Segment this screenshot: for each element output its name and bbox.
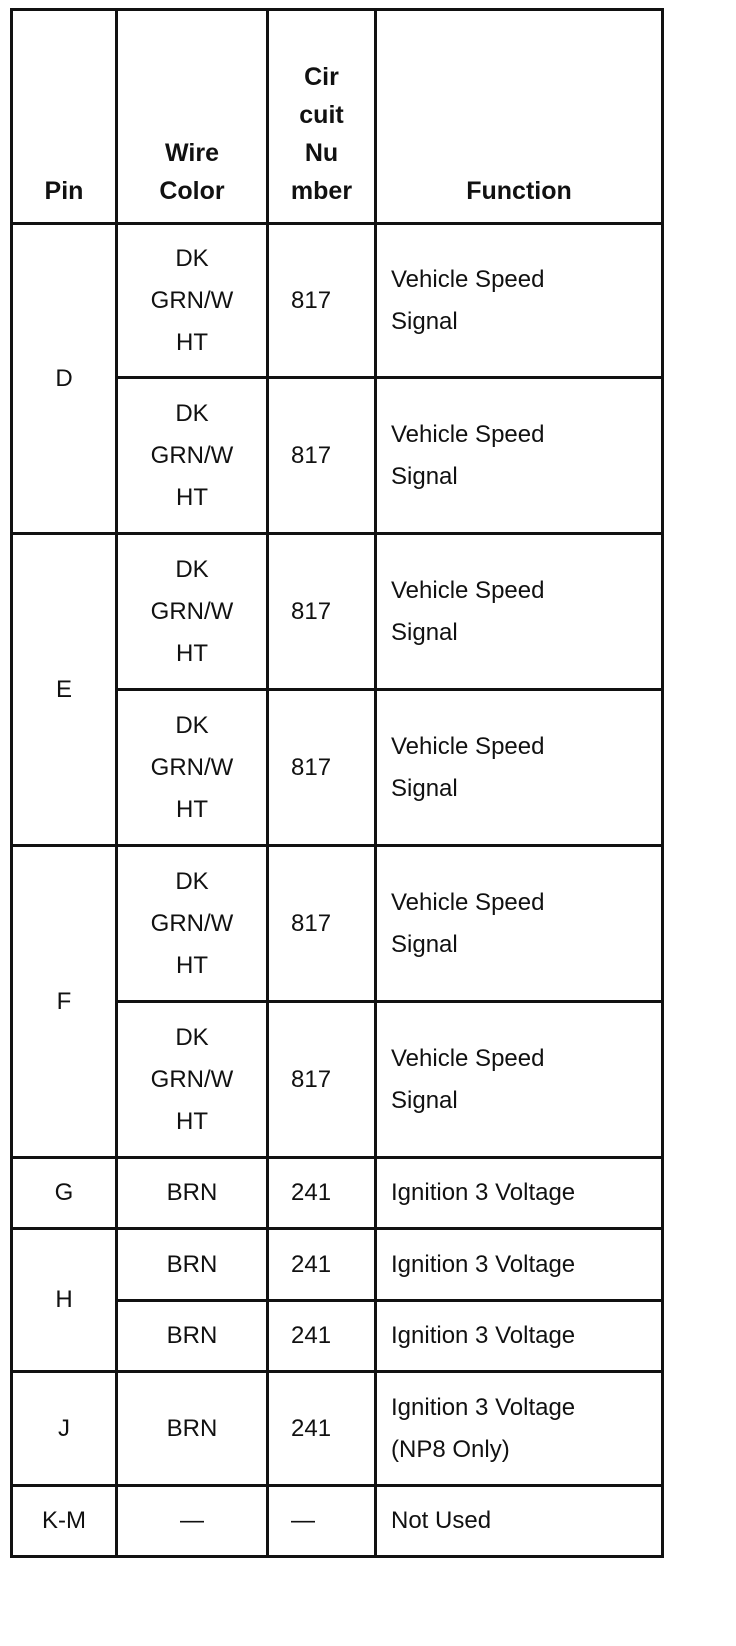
wire-color-cell: BRN (117, 1372, 268, 1486)
function-cell: Vehicle Speed Signal (376, 534, 663, 690)
function-cell: Vehicle Speed Signal (376, 378, 663, 534)
table-row (12, 1486, 663, 1557)
wire-color-cell: DK GRN/W HT (117, 846, 268, 1002)
pin-cell: E (12, 534, 117, 846)
wire-color-cell: DK GRN/W HT (117, 1002, 268, 1158)
circuit-number-cell: 241 (268, 1372, 376, 1486)
header-circuit-number: Cir cuit Nu mber (268, 10, 376, 224)
function-cell: Vehicle Speed Signal (376, 690, 663, 846)
function-cell: Vehicle Speed Signal (376, 1002, 663, 1158)
function-cell: Ignition 3 Voltage (376, 1229, 663, 1301)
circuit-number-cell: 817 (268, 378, 376, 534)
table-row (12, 1158, 663, 1229)
function-cell: Ignition 3 Voltage (376, 1301, 663, 1372)
header-function: Function (376, 10, 663, 224)
circuit-number-cell: 817 (268, 846, 376, 1002)
circuit-number-cell: 241 (268, 1158, 376, 1229)
header-row (12, 10, 663, 224)
wire-color-cell: BRN (117, 1229, 268, 1301)
header-pin: Pin (12, 10, 117, 224)
circuit-number-cell: 817 (268, 690, 376, 846)
table-row (12, 224, 663, 378)
header-wire-color: Wire Color (117, 10, 268, 224)
circuit-number-cell: 817 (268, 534, 376, 690)
pin-cell: D (12, 224, 117, 534)
pin-cell: G (12, 1158, 117, 1229)
wire-color-cell: DK GRN/W HT (117, 690, 268, 846)
function-cell: Not Used (376, 1486, 663, 1557)
function-cell: Ignition 3 Voltage (376, 1158, 663, 1229)
connector-pinout-table (10, 8, 664, 1558)
circuit-number-cell: 817 (268, 224, 376, 378)
wire-color-cell: — (117, 1486, 268, 1557)
table-row (12, 1372, 663, 1486)
wire-color-cell: BRN (117, 1158, 268, 1229)
function-cell: Vehicle Speed Signal (376, 224, 663, 378)
function-cell: Ignition 3 Voltage (NP8 Only) (376, 1372, 663, 1486)
pin-cell: H (12, 1229, 117, 1372)
circuit-number-cell: 241 (268, 1229, 376, 1301)
wire-color-cell: DK GRN/W HT (117, 378, 268, 534)
circuit-number-cell: 241 (268, 1301, 376, 1372)
wire-color-cell: BRN (117, 1301, 268, 1372)
wire-color-cell: DK GRN/W HT (117, 224, 268, 378)
table-row (12, 534, 663, 690)
wire-color-cell: DK GRN/W HT (117, 534, 268, 690)
table-row (12, 1229, 663, 1301)
function-cell: Vehicle Speed Signal (376, 846, 663, 1002)
circuit-number-cell: — (268, 1486, 376, 1557)
pin-cell: J (12, 1372, 117, 1486)
table-row (12, 846, 663, 1002)
pin-cell: K-M (12, 1486, 117, 1557)
circuit-number-cell: 817 (268, 1002, 376, 1158)
pin-cell: F (12, 846, 117, 1158)
